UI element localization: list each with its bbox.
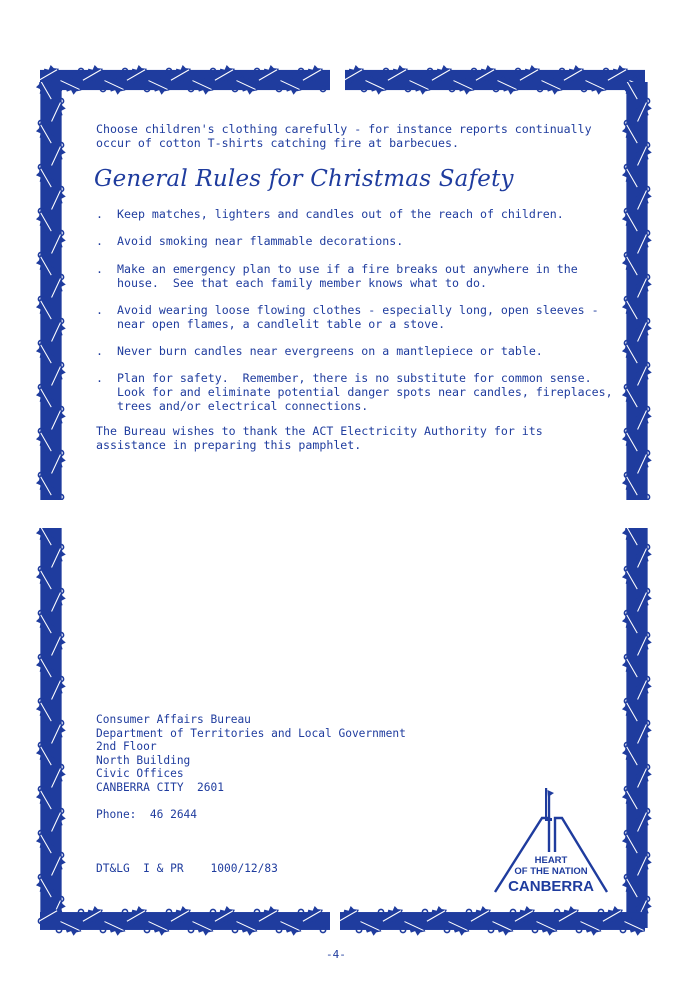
rule-bullet: . — [96, 207, 103, 221]
address-line: North Building — [96, 753, 191, 767]
rule-bullet: . — [96, 371, 103, 385]
address-line: Consumer Affairs Bureau — [96, 713, 251, 726]
rule-line: near open flames, a candlelit table or a stove. — [117, 317, 446, 331]
holly-border-bottom-right — [340, 905, 645, 937]
canberra-logo — [492, 780, 610, 900]
acknowledgement-paragraph — [96, 424, 543, 452]
thanks-line: The Bureau wishes to thank the ACT Electricity Authority for its — [96, 424, 543, 438]
page-number: -4- — [326, 948, 346, 961]
holly-border-right-bottom — [618, 528, 656, 928]
intro-line: Choose children's clothing carefully - for instance reports continually — [96, 122, 592, 136]
address-line: 2nd Floor — [96, 740, 157, 753]
address-line: Department of Territories and Local Government — [96, 726, 406, 740]
rule-line: house. See that each family member knows what to do. — [117, 276, 487, 290]
rule-line: Avoid wearing loose flowing clothes - especially long, open sleeves - — [117, 303, 599, 317]
address-line: CANBERRA CITY 2601 — [96, 780, 224, 794]
holly-border-bottom-left — [40, 905, 330, 937]
holly-border-top-right — [345, 62, 645, 98]
rule-line: trees and/or electrical connections. — [117, 399, 369, 413]
rule-bullet: . — [96, 234, 103, 248]
thanks-line: assistance in preparing this pamphlet. — [96, 438, 362, 452]
address-block — [96, 713, 406, 794]
rule-bullet: . — [96, 344, 103, 358]
rule-line: Avoid smoking near flammable decorations. — [117, 234, 404, 248]
rule-bullet: . — [96, 303, 103, 317]
rule-bullet: . — [96, 262, 103, 276]
logo-line-nation: OF THE NATION — [514, 866, 588, 877]
holly-border-left-bottom — [32, 528, 70, 928]
intro-line: occur of cotton T-shirts catching fire at barbecues. — [96, 136, 459, 150]
holly-border-right-top — [618, 82, 656, 500]
rule-line: Keep matches, lighters and candles out of the reach of children. — [117, 207, 564, 221]
intro-paragraph — [96, 122, 592, 150]
logo-line-heart: HEART — [534, 855, 568, 866]
section-heading: General Rules for Christmas Safety — [94, 166, 514, 192]
phone-number: Phone: 46 2644 — [96, 808, 198, 821]
holly-border-top-left — [40, 62, 330, 98]
rule-line: Never burn candles near evergreens on a mantlepiece or table. — [117, 344, 543, 358]
rule-line: Look for and eliminate potential danger spots near candles, fireplaces, — [117, 385, 613, 399]
address-line: Civic Offices — [96, 767, 184, 780]
logo-line-canberra: CANBERRA — [508, 878, 594, 895]
publication-reference: DT&LG I & PR 1000/12/83 — [96, 862, 278, 875]
holly-border-left-top — [32, 82, 70, 500]
rule-line: Make an emergency plan to use if a fire breaks out anywhere in the — [117, 262, 578, 276]
rule-line: Plan for safety. Remember, there is no substitute for common sense. — [117, 371, 592, 385]
